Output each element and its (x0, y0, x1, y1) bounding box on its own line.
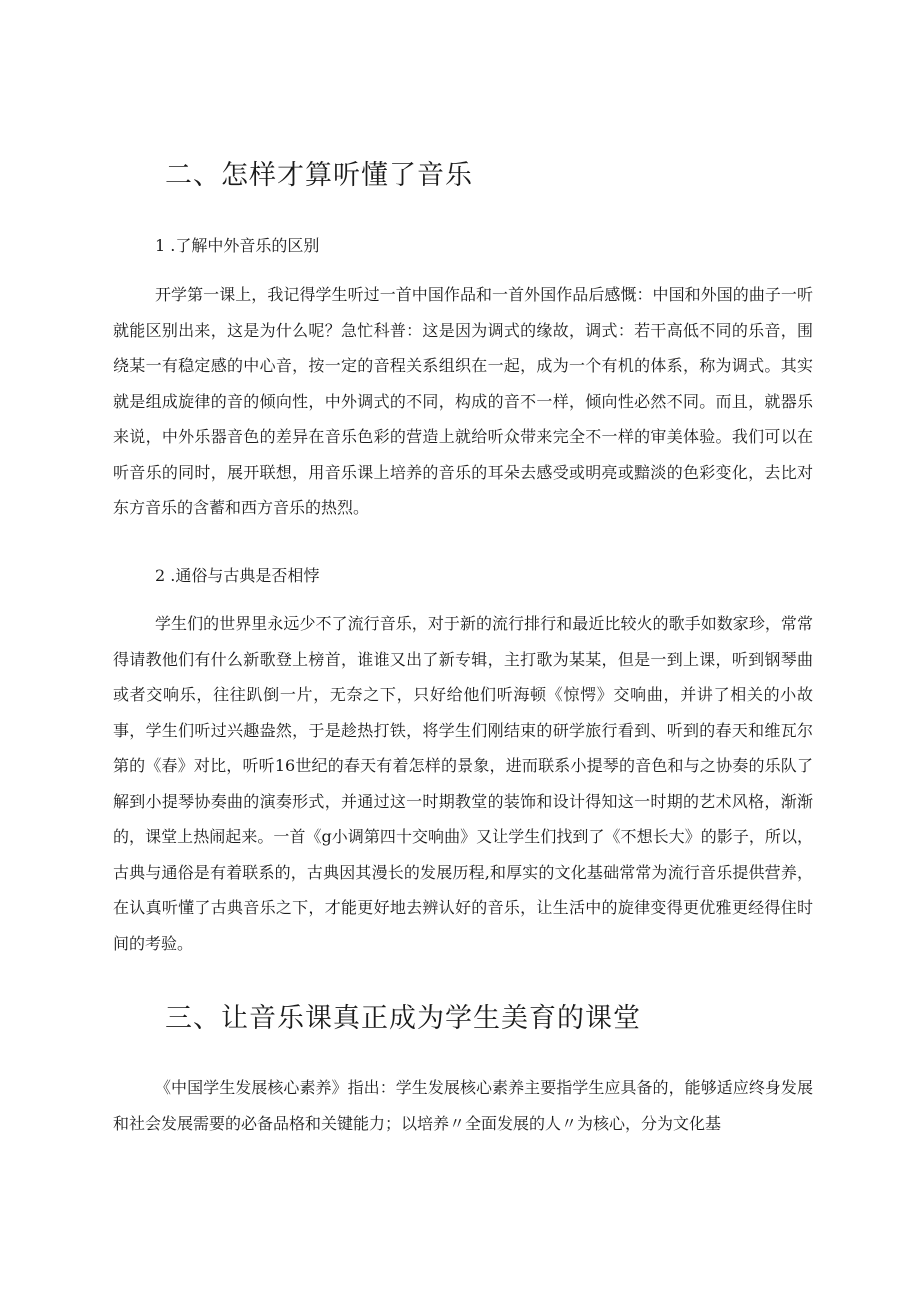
section-3-paragraph: 《中国学生发展核心素养》指出：学生发展核心素养主要指学生应具备的，能够适应终身发展和社会发展需要的必备品格和关键能力；以培养〃全面发展的人〃为核心，分为文化基 (113, 1078, 813, 1133)
section-2-heading: 二、怎样才算听懂了音乐 (165, 160, 473, 191)
section-3-heading: 三、让音乐课真正成为学生美育的课堂 (165, 1003, 641, 1034)
subsection-1-paragraph: 开学第一课上，我记得学生听过一首中国作品和一首外国作品后感慨：中国和外国的曲子一听就能区别出来，这是为什么呢？急忙科普：这是因为调式的缘故，调式：若干高低不同的乐音，围绕某一有稳定感的中心音，按一定的音程关系组织在一起，成为一个有机的体系，称为调式。其实就是组成旋律的音的倾向性，中外调式的不同，构成的音不一样，倾向性必然不同。而且，就器乐来说，中外乐器音色的差异在音乐色彩的营造上就给听众带来完全不一样的审美体验。我们可以在听音乐的同时，展开联想，用音乐课上培养的音乐的耳朵去感受或明亮或黯淡的色彩变化，去比对东方音乐的含蓄和西方音乐的热烈。 (113, 285, 813, 517)
subsection-2-paragraph: 学生们的世界里永远少不了流行音乐，对于新的流行排行和最近比较火的歌手如数家珍，常常得请教他们有什么新歌登上榜首，谁谁又出了新专辑，主打歌为某某，但是一到上课，听到钢琴曲或者交响乐，往往趴倒一片，无奈之下，只好给他们听海顿《惊愕》交响曲，并讲了相关的小故事，学生们听过兴趣盎然，于是趁热打铁，将学生们刚结束的研学旅行看到、听到的春天和维瓦尔第的《春》对比，听听16世纪的春天有着怎样的景象，进而联系小提琴的音色和与之协奏的乐队了解到小提琴协奏曲的演奏形式，并通过这一时期教堂的装饰和设计得知这一时期的艺术风格，渐渐的，课堂上热闹起来。一首《g小调第四十交响曲》又让学生们找到了《不想长大》的影子，所以，古典与通俗是有着联系的，古典因其漫长的发展历程,和厚实的文化基础常常为流行音乐提供营养，在认真听懂了古典音乐之下，才能更好地去辨认好的音乐，让生活中的旋律变得更优雅更经得住时间的考验。 (113, 614, 813, 953)
subsection-2-heading: 2 .通俗与古典是否相悖 (155, 566, 320, 585)
subsection-1-heading: 1 .了解中外音乐的区别 (155, 236, 320, 255)
